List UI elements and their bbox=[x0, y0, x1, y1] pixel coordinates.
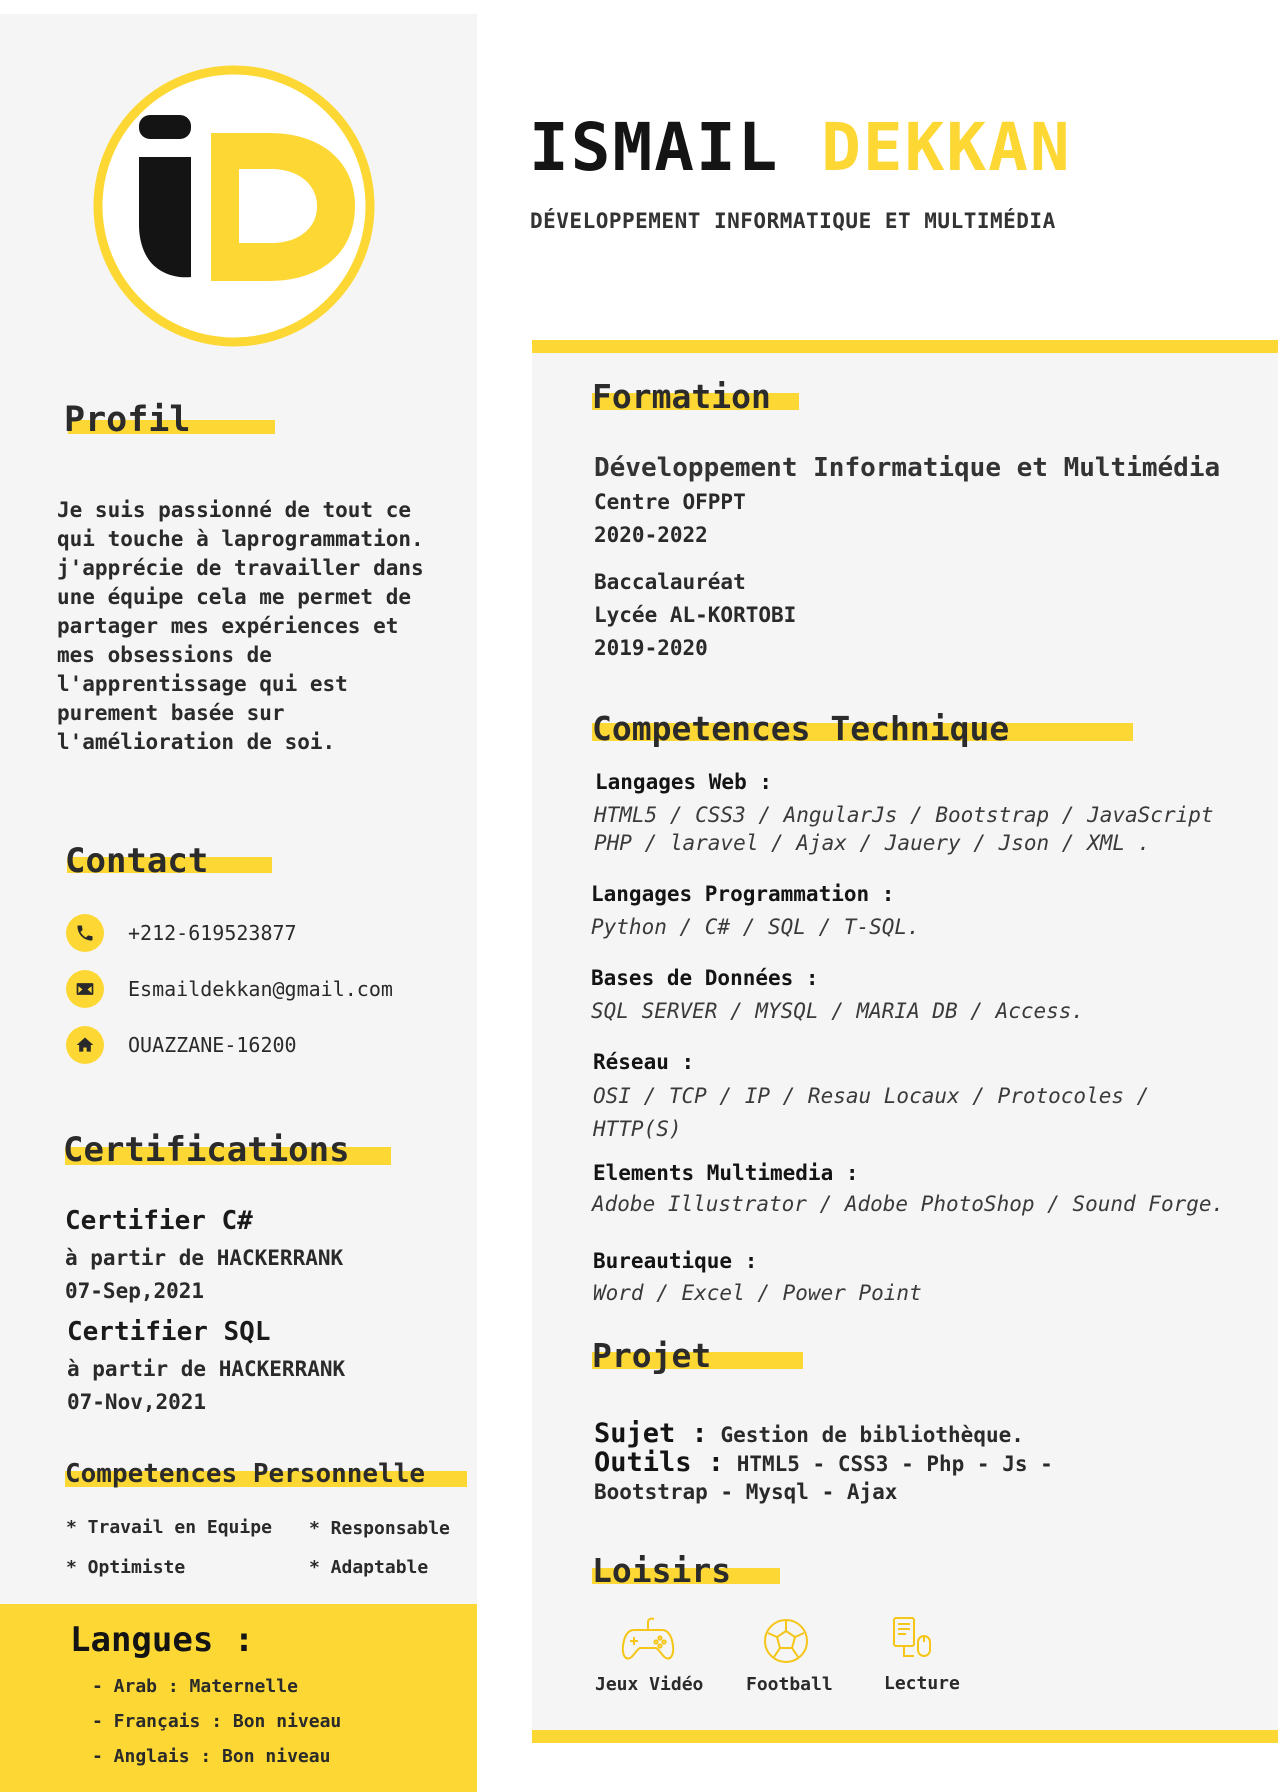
project-subject-value: Gestion de bibliothèque. bbox=[720, 1423, 1024, 1447]
profile-text bbox=[57, 496, 424, 757]
language-item: - Arab : Maternelle bbox=[92, 1676, 298, 1697]
top-accent-bar bbox=[532, 340, 1278, 353]
cert-name: Certifier C# bbox=[65, 1206, 253, 1236]
mail-icon bbox=[66, 970, 104, 1008]
personal-skill-item: * Travail en Equipe bbox=[66, 1517, 272, 1538]
contact-phone[interactable]: +212-619523877 bbox=[128, 921, 297, 945]
profile-line: purement basée sur bbox=[57, 701, 285, 725]
project-tools-value: HTML5 - CSS3 - Php - Js - bbox=[736, 1452, 1053, 1476]
tech-skills-heading bbox=[592, 709, 1009, 748]
contact-title: Contact bbox=[65, 841, 209, 881]
skill-group-label: Bases de Données : bbox=[591, 966, 819, 990]
personal-skills-heading bbox=[65, 1459, 425, 1489]
hobbies-title: Loisirs bbox=[592, 1551, 732, 1590]
language-item: - Anglais : Bon niveau bbox=[92, 1746, 331, 1767]
right-panel bbox=[532, 340, 1278, 1737]
tech-skills-title: Competences Technique bbox=[592, 709, 1010, 748]
skill-group-label: Bureautique : bbox=[593, 1249, 758, 1273]
project-tools-label: Outils : bbox=[594, 1447, 725, 1478]
book-icon bbox=[888, 1614, 944, 1664]
cert-source: à partir de HACKERRANK bbox=[65, 1246, 344, 1270]
personal-skill-item: * Responsable bbox=[309, 1518, 450, 1539]
skill-group-line: PHP / laravel / Ajax / Jauery / Json / XML . bbox=[594, 831, 1151, 855]
profile-line: l'apprentissage qui est bbox=[57, 672, 348, 696]
profile-title: Profil bbox=[64, 400, 191, 440]
skill-group-line: SQL SERVER / MYSQL / MARIA DB / Access. bbox=[591, 999, 1085, 1023]
formation-school: Centre OFPPT bbox=[594, 490, 746, 514]
bottom-accent-bar bbox=[532, 1730, 1278, 1743]
contact-address: OUAZZANE-16200 bbox=[128, 1033, 297, 1057]
logo-icon bbox=[93, 65, 375, 347]
profile-line: mes obsessions de bbox=[57, 643, 272, 667]
personal-skill-item: * Optimiste bbox=[66, 1557, 186, 1578]
project-subject bbox=[594, 1418, 1024, 1449]
skill-group-line: Adobe Illustrator / Adobe PhotoShop / Sound Forge. bbox=[592, 1192, 1225, 1216]
skill-group-label: Elements Multimedia : bbox=[593, 1161, 859, 1185]
profile-line: partager mes expériences et bbox=[57, 614, 399, 638]
project-subject-label: Sujet : bbox=[594, 1418, 708, 1449]
name-title bbox=[529, 109, 1072, 186]
first-name: ISMAIL bbox=[529, 109, 780, 186]
skill-group-line: Word / Excel / Power Point bbox=[593, 1281, 922, 1305]
last-name: DEKKAN bbox=[821, 109, 1072, 186]
profile-line: une équipe cela me permet de bbox=[57, 585, 412, 609]
skill-group-label: Réseau : bbox=[593, 1050, 695, 1074]
cert-date: 07-Sep,2021 bbox=[65, 1279, 205, 1303]
phone-icon bbox=[66, 914, 104, 952]
formation-school: Lycée AL-KORTOBI bbox=[594, 603, 797, 627]
languages-title: Langues : bbox=[70, 1620, 255, 1660]
hobby-label: Jeux Vidéo bbox=[595, 1674, 704, 1695]
personal-skills-title: Competences Personnelle bbox=[65, 1459, 426, 1489]
profile-heading bbox=[64, 400, 190, 440]
language-item: - Français : Bon niveau bbox=[92, 1711, 342, 1732]
profile-line: l'amélioration de soi. bbox=[57, 730, 336, 754]
job-subtitle: DÉVELOPPEMENT INFORMATIQUE ET MULTIMÉDIA bbox=[530, 209, 1056, 233]
formation-years: 2019-2020 bbox=[594, 636, 708, 660]
project-heading bbox=[592, 1336, 711, 1375]
profile-line: j'apprécie de travailler dans bbox=[57, 556, 424, 580]
skill-group-line: HTTP(S) bbox=[593, 1117, 682, 1141]
cert-name: Certifier SQL bbox=[67, 1317, 271, 1347]
profile-line: qui touche à laprogrammation. bbox=[57, 527, 424, 551]
hobbies-heading bbox=[592, 1551, 731, 1590]
skill-group-line: Python / C# / SQL / T-SQL. bbox=[591, 915, 920, 939]
project-tools bbox=[594, 1447, 1053, 1478]
formation-degree: Baccalauréat bbox=[594, 570, 746, 594]
formation-degree: Développement Informatique et Multimédia bbox=[594, 453, 1221, 483]
contact-heading bbox=[65, 841, 208, 881]
profile-line: Je suis passionné de tout ce bbox=[57, 498, 412, 522]
certifications-title: Certifications bbox=[63, 1130, 350, 1170]
contact-email[interactable]: Esmaildekkan@gmail.com bbox=[128, 977, 393, 1001]
hobby-label: Lecture bbox=[884, 1673, 960, 1694]
project-title: Projet bbox=[592, 1336, 712, 1375]
hobby-label: Football bbox=[746, 1674, 833, 1695]
certifications-heading bbox=[63, 1130, 350, 1170]
project-tools-value-2: Bootstrap - Mysql - Ajax bbox=[594, 1480, 898, 1504]
skill-group-line: OSI / TCP / IP / Resau Locaux / Protocoles / bbox=[593, 1084, 1150, 1108]
formation-years: 2020-2022 bbox=[594, 523, 708, 547]
formation-title: Formation bbox=[592, 377, 771, 416]
gamepad-icon bbox=[620, 1616, 676, 1666]
formation-heading bbox=[592, 377, 771, 416]
skill-group-line: HTML5 / CSS3 / AngularJs / Bootstrap / JavaScript bbox=[594, 803, 1214, 827]
cert-date: 07-Nov,2021 bbox=[67, 1390, 207, 1414]
personal-skill-item: * Adaptable bbox=[309, 1557, 429, 1578]
cert-source: à partir de HACKERRANK bbox=[67, 1357, 346, 1381]
football-icon bbox=[758, 1616, 814, 1666]
skill-group-label: Langages Web : bbox=[595, 770, 773, 794]
skill-group-label: Langages Programmation : bbox=[591, 882, 895, 906]
home-icon bbox=[66, 1026, 104, 1064]
